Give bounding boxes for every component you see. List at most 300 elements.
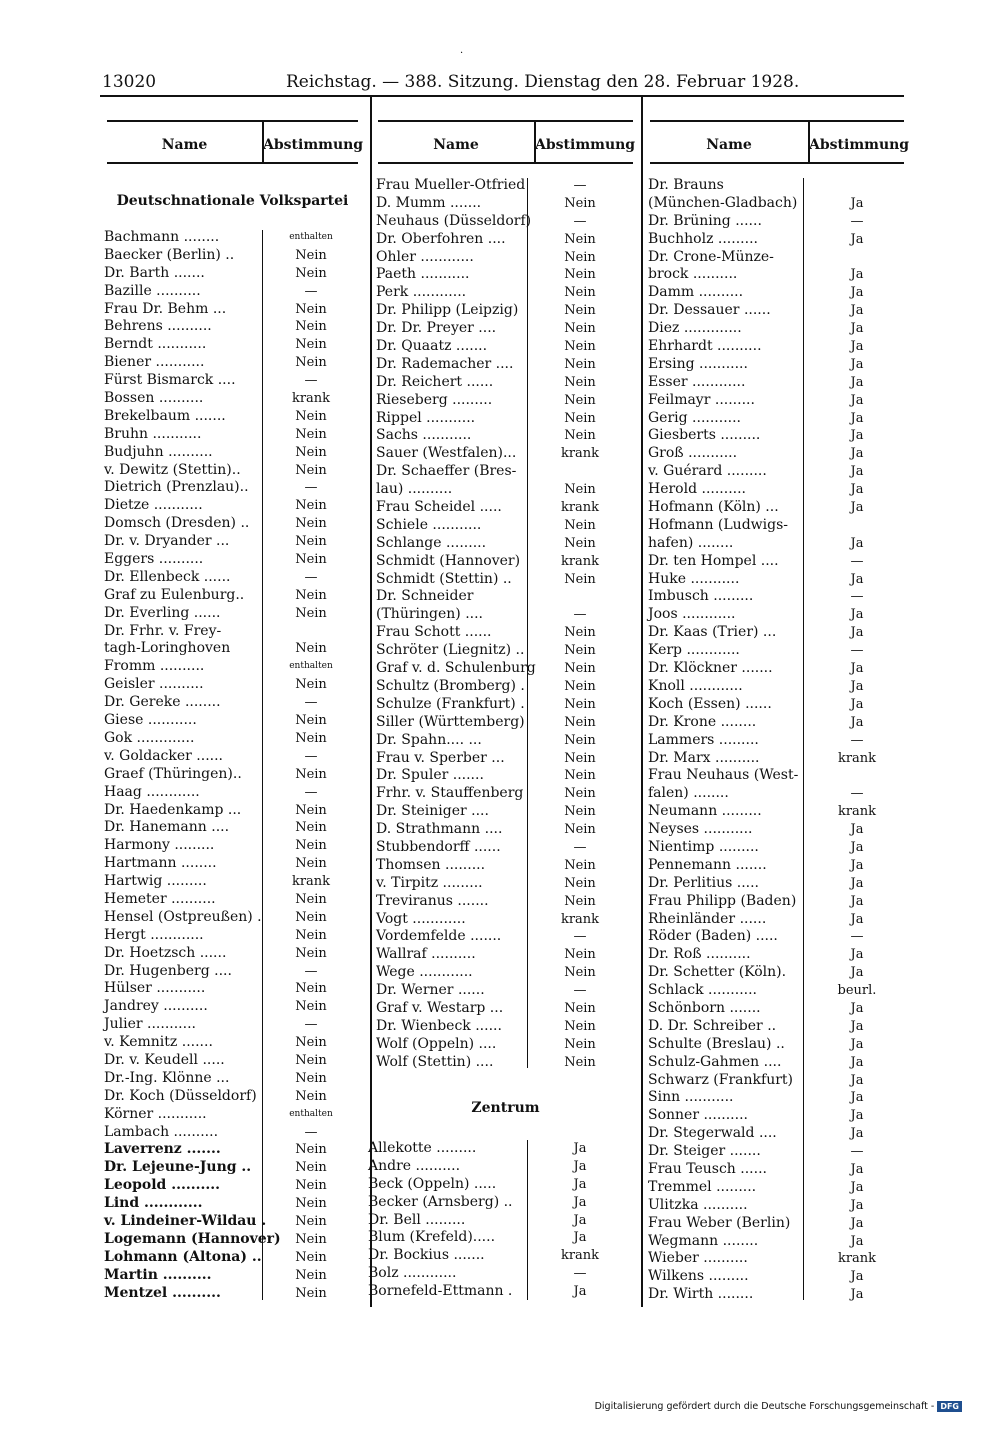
- member-name: Schulz-Gahmen ....: [648, 1053, 782, 1070]
- member-name: Dr. Steiger .......: [648, 1143, 761, 1160]
- vote-value: —: [850, 929, 864, 945]
- table-row: [376, 785, 634, 803]
- member-name: Bossen ..........: [104, 390, 204, 407]
- member-name: Schlange .........: [376, 534, 487, 551]
- member-name: v. Goldacker ......: [104, 747, 223, 764]
- member-name: v. Tirpitz .........: [376, 874, 483, 891]
- member-name: D. Dr. Schreiber ..: [648, 1017, 777, 1034]
- member-name: Graef (Thüringen)..: [104, 765, 242, 782]
- member-name: Dr. Gereke ........: [104, 694, 221, 711]
- vote-value: Ja: [573, 1212, 587, 1228]
- vote-value: Ja: [850, 1108, 864, 1124]
- member-name: Jandrey ..........: [104, 998, 208, 1015]
- member-name: Frau Philipp (Baden): [648, 892, 797, 909]
- member-name: Hensel (Ostpreußen) .: [104, 908, 262, 925]
- table-row: [648, 213, 906, 231]
- vote-value: —: [850, 786, 864, 802]
- member-name: Andre ..........: [368, 1157, 461, 1174]
- member-name: Rippel ...........: [376, 409, 476, 426]
- table-row: [648, 624, 906, 642]
- member-name: tagh-Loringhoven: [104, 640, 231, 657]
- ink-dot: ·: [460, 48, 464, 59]
- vote-value: Ja: [850, 607, 864, 623]
- table-row: [104, 873, 362, 891]
- table-row: [648, 481, 906, 499]
- member-name: Dr. Lejeune-Jung ..: [104, 1159, 252, 1176]
- member-name: Fürst Bismarck ....: [104, 372, 236, 389]
- vote-value: Nein: [295, 1285, 327, 1301]
- vote-value: Nein: [564, 625, 596, 641]
- vote-value: —: [573, 607, 587, 623]
- vote-value: —: [850, 589, 864, 605]
- vote-value: Nein: [564, 893, 596, 909]
- table-row: [376, 213, 634, 231]
- table-row: [104, 1285, 362, 1303]
- vote-value: enthalten: [289, 661, 333, 672]
- table-row: [648, 875, 906, 893]
- member-name: Hemeter ..........: [104, 890, 216, 907]
- table-row: [104, 891, 362, 909]
- table-row: [648, 1268, 906, 1286]
- table-row: [368, 1283, 634, 1301]
- table-row: [376, 928, 634, 946]
- member-name: Röder (Baden) .....: [648, 928, 778, 945]
- vote-value: Ja: [850, 482, 864, 498]
- member-name: Tremmel .........: [648, 1178, 757, 1195]
- vote-value: Ja: [850, 535, 864, 551]
- vote-value: —: [573, 983, 587, 999]
- table-row: [648, 1250, 906, 1268]
- vote-value: Ja: [850, 464, 864, 480]
- member-name: Wolf (Stettin) ....: [376, 1053, 494, 1070]
- vote-value: Nein: [564, 643, 596, 659]
- col3-vote-heading: Abstimmung: [809, 137, 910, 153]
- table-row: [648, 588, 906, 606]
- table-row: [648, 445, 906, 463]
- vote-value: Ja: [850, 678, 864, 694]
- table-row: [104, 462, 362, 480]
- member-name: Dr. Werner ......: [376, 982, 485, 999]
- member-name: Dr. Schetter (Köln).: [648, 964, 787, 981]
- vote-value: Nein: [295, 713, 327, 729]
- member-name: brock ..........: [648, 266, 738, 283]
- table-row: [104, 1267, 362, 1285]
- member-name: Bazille ..........: [104, 282, 201, 299]
- col3-list: [648, 177, 906, 1304]
- member-name: Bruhn ...........: [104, 425, 202, 442]
- member-name: Groß ...........: [648, 445, 738, 462]
- vote-value: Nein: [295, 1231, 327, 1247]
- member-name: Koch (Essen) ......: [648, 695, 772, 712]
- member-name: Hartwig .........: [104, 873, 207, 890]
- vote-value: Nein: [295, 641, 327, 657]
- vote-value: Nein: [295, 1196, 327, 1212]
- table-row: [104, 730, 362, 748]
- vote-value: Ja: [850, 285, 864, 301]
- table-row: [376, 696, 634, 714]
- vote-value: Ja: [573, 1230, 587, 1246]
- member-name: Siller (Württemberg): [376, 713, 525, 730]
- vote-value: Ja: [850, 714, 864, 730]
- member-name: Ulitzka ..........: [648, 1196, 748, 1213]
- vote-value: Nein: [564, 1036, 596, 1052]
- member-name: Joos ............: [648, 606, 736, 623]
- table-row: [376, 911, 634, 929]
- vote-value: —: [850, 732, 864, 748]
- member-name: Frau Weber (Berlin): [648, 1214, 791, 1231]
- vote-value: Nein: [564, 661, 596, 677]
- member-name: Wilkens .........: [648, 1268, 749, 1285]
- section-zentrum: Zentrum: [471, 1100, 540, 1116]
- member-name: Dr. v. Keudell .....: [104, 1051, 225, 1068]
- vote-value: Nein: [295, 265, 327, 281]
- member-name: Dr. Koch (Düsseldorf): [104, 1087, 257, 1104]
- member-name: v. Dewitz (Stettin)..: [104, 461, 241, 478]
- member-name: Harmony .........: [104, 837, 215, 854]
- member-name: Sauer (Westfalen)...: [376, 445, 517, 462]
- vote-value: enthalten: [289, 232, 333, 242]
- vote-value: Nein: [295, 945, 327, 961]
- member-name: Neuhaus (Düsseldorf): [376, 212, 532, 229]
- vote-value: Nein: [295, 802, 327, 818]
- table-row: [376, 392, 634, 410]
- table-row: [648, 571, 906, 589]
- vote-value: Ja: [850, 1161, 864, 1177]
- table-row: [648, 821, 906, 839]
- vote-value: Ja: [850, 822, 864, 838]
- page-number: 13020: [102, 72, 157, 92]
- member-name: Schröter (Liegnitz) ..: [376, 642, 525, 659]
- vote-value: —: [573, 1266, 587, 1282]
- vote-value: Nein: [564, 875, 596, 891]
- table-row: [104, 640, 362, 658]
- table-row: [104, 766, 362, 784]
- vote-value: Ja: [850, 947, 864, 963]
- table-row: [648, 302, 906, 320]
- vote-value: krank: [837, 804, 877, 820]
- table-row: [376, 463, 634, 481]
- member-name: Dr. Spahn.... ...: [376, 731, 482, 748]
- vote-value: krank: [560, 446, 600, 462]
- col2-vote-heading: Abstimmung: [535, 137, 636, 153]
- vote-value: Nein: [564, 732, 596, 748]
- table-row: [376, 606, 634, 624]
- vote-value: Nein: [295, 516, 327, 532]
- vote-value: Ja: [850, 1287, 864, 1303]
- table-row: [376, 249, 634, 267]
- member-name: Dr. Schneider: [376, 588, 474, 605]
- table-row: [104, 1070, 362, 1088]
- table-row: [104, 318, 362, 336]
- member-name: Dr. Wienbeck ......: [376, 1017, 502, 1034]
- vote-value: Ja: [850, 374, 864, 390]
- member-name: Brekelbaum .......: [104, 407, 226, 424]
- table-row: [104, 408, 362, 426]
- table-row: [376, 1018, 634, 1036]
- vote-value: Ja: [850, 1036, 864, 1052]
- vote-value: Nein: [295, 534, 327, 550]
- member-name: Schiele ...........: [376, 516, 482, 533]
- table-row: [648, 463, 906, 481]
- vote-value: Nein: [564, 535, 596, 551]
- table-row: [104, 479, 362, 497]
- vote-value: Nein: [295, 426, 327, 442]
- vote-value: Nein: [295, 820, 327, 836]
- member-name: Neumann .........: [648, 803, 762, 820]
- table-row: [368, 1265, 634, 1283]
- member-name: Knoll ............: [648, 677, 743, 694]
- table-row: [104, 247, 362, 265]
- member-name: Dr. Everling ......: [104, 604, 221, 621]
- vote-value: Ja: [850, 410, 864, 426]
- table-row: [648, 982, 906, 1000]
- member-name: Dr. ten Hompel ....: [648, 552, 779, 569]
- vote-value: Ja: [850, 1018, 864, 1034]
- member-name: Buchholz .........: [648, 230, 758, 247]
- member-name: Lind ............: [104, 1195, 203, 1212]
- table-row: [104, 569, 362, 587]
- member-name: Nientimp .........: [648, 838, 759, 855]
- vote-value: Nein: [564, 822, 596, 838]
- member-name: Frau Schott ......: [376, 624, 492, 641]
- table-row: [104, 301, 362, 319]
- vote-value: Nein: [564, 517, 596, 533]
- vote-value: Ja: [573, 1141, 587, 1156]
- table-row: [368, 1158, 634, 1176]
- table-row: [648, 356, 906, 374]
- vote-value: Ja: [850, 1054, 864, 1070]
- table-row: [376, 964, 634, 982]
- member-name: Mentzel ..........: [104, 1284, 221, 1301]
- table-row: [648, 320, 906, 338]
- col2-name-heading: Name: [433, 137, 479, 153]
- table-row: [376, 374, 634, 392]
- member-name: falen) ........: [648, 785, 729, 802]
- table-row: [376, 588, 634, 606]
- vote-value: Nein: [564, 965, 596, 981]
- member-name: Dr. v. Dryander ...: [104, 533, 230, 550]
- table-row: [648, 785, 906, 803]
- table-row: [104, 855, 362, 873]
- table-row: [376, 177, 634, 195]
- vote-value: krank: [560, 500, 600, 516]
- vote-value: Ja: [850, 1197, 864, 1213]
- col3-name-heading: Name: [706, 137, 752, 153]
- member-name: Neyses ...........: [648, 821, 753, 838]
- table-row: [648, 732, 906, 750]
- vote-value: Nein: [295, 927, 327, 943]
- vote-value: krank: [291, 874, 331, 890]
- member-name: Hergt ............: [104, 926, 204, 943]
- vote-value: Ja: [850, 267, 864, 283]
- table-row: [104, 980, 362, 998]
- table-row: [648, 427, 906, 445]
- table-row: [376, 302, 634, 320]
- table-row: [104, 444, 362, 462]
- vote-value: Nein: [295, 1070, 327, 1086]
- member-name: Wolf (Oppeln) ....: [376, 1035, 497, 1052]
- member-name: Eggers ..........: [104, 551, 204, 568]
- member-name: Graf v. Westarp ...: [376, 999, 504, 1016]
- member-name: Lammers .........: [648, 731, 759, 748]
- vote-value: Nein: [564, 303, 596, 319]
- vote-value: Nein: [564, 678, 596, 694]
- table-row: [104, 1016, 362, 1034]
- member-name: Dr. Dr. Preyer ....: [376, 320, 497, 337]
- table-row: [104, 802, 362, 820]
- vote-value: —: [573, 213, 587, 229]
- vote-value: Nein: [295, 408, 327, 424]
- table-row: [376, 624, 634, 642]
- member-name: Frau Dr. Behm ...: [104, 300, 227, 317]
- table-row: [376, 553, 634, 571]
- table-row: [104, 1177, 362, 1195]
- table-row: [376, 1054, 634, 1072]
- member-name: Dr. Bockius .......: [368, 1247, 485, 1264]
- table-row: [104, 372, 362, 390]
- header-rule: [100, 95, 904, 97]
- member-name: lau) ..........: [376, 481, 453, 498]
- vote-value: Nein: [564, 714, 596, 730]
- member-name: Sonner ..........: [648, 1107, 748, 1124]
- vote-value: Nein: [564, 1054, 596, 1070]
- vote-value: Nein: [564, 857, 596, 873]
- vote-value: Nein: [564, 804, 596, 820]
- vote-value: Ja: [573, 1158, 587, 1174]
- member-name: (München-Gladbach): [648, 194, 798, 211]
- vote-value: Ja: [850, 911, 864, 927]
- table-row: [376, 821, 634, 839]
- table-row: [376, 714, 634, 732]
- vote-value: Ja: [573, 1176, 587, 1192]
- member-name: Pennemann .......: [648, 856, 767, 873]
- table-row: [104, 515, 362, 533]
- section-dnvp: Deutschnationale Volkspartei: [116, 193, 349, 209]
- vote-value: enthalten: [289, 1108, 333, 1119]
- vote-value: Ja: [850, 661, 864, 677]
- vote-value: Ja: [850, 339, 864, 355]
- table-row: [376, 338, 634, 356]
- member-name: hafen) ........: [648, 534, 734, 551]
- table-row: [376, 445, 634, 463]
- vote-value: Nein: [295, 838, 327, 854]
- vote-value: Ja: [850, 1072, 864, 1088]
- member-name: Dr. Brauns: [648, 177, 724, 193]
- table-row: [104, 909, 362, 927]
- table-row: [376, 678, 634, 696]
- member-name: Wieber ..........: [648, 1250, 748, 1267]
- member-name: Dr. Rademacher ....: [376, 355, 514, 372]
- vote-value: Ja: [850, 1215, 864, 1231]
- member-name: Dr. Roß ..........: [648, 946, 751, 963]
- member-name: Gok .............: [104, 729, 195, 746]
- table-row: [368, 1140, 634, 1158]
- table-row: [368, 1229, 634, 1247]
- column-separator-1: [370, 97, 372, 1307]
- table-row: [104, 748, 362, 766]
- table-row: [648, 1000, 906, 1018]
- table-row: [104, 927, 362, 945]
- vote-value: krank: [560, 911, 600, 927]
- vote-value: —: [304, 569, 318, 585]
- table-row: [104, 998, 362, 1016]
- table-row: [648, 911, 906, 929]
- table-row: [648, 195, 906, 213]
- member-name: Frau Teusch ......: [648, 1160, 767, 1177]
- vote-value: Nein: [564, 750, 596, 766]
- vote-value: Ja: [573, 1194, 587, 1210]
- vote-value: Nein: [564, 339, 596, 355]
- member-name: Frau Neuhaus (West-: [648, 767, 799, 784]
- vote-value: Ja: [850, 1126, 864, 1142]
- table-row: [648, 928, 906, 946]
- table-row: [376, 803, 634, 821]
- member-name: Frau Mueller-Otfried: [376, 177, 526, 193]
- table-row: [104, 694, 362, 712]
- vote-value: Ja: [850, 839, 864, 855]
- member-name: Rieseberg .........: [376, 391, 493, 408]
- vote-value: Ja: [850, 857, 864, 873]
- col1-head-rule: [107, 162, 358, 164]
- table-row: [648, 1072, 906, 1090]
- table-row: [376, 642, 634, 660]
- vote-value: Nein: [295, 999, 327, 1015]
- table-row: [104, 819, 362, 837]
- table-row: [648, 499, 906, 517]
- table-row: [104, 1231, 362, 1249]
- table-row: [376, 946, 634, 964]
- vote-value: Ja: [850, 875, 864, 891]
- table-row: [376, 660, 634, 678]
- footer-text: Digitalisierung gefördert durch die Deutsche Forschungsgemeinschaft -: [594, 1401, 935, 1412]
- table-row: [648, 410, 906, 428]
- member-name: (Thüringen) ....: [376, 606, 483, 623]
- col1-vote-heading: Abstimmung: [263, 137, 364, 153]
- table-row: [376, 857, 634, 875]
- member-name: Dr. Hanemann ....: [104, 819, 230, 836]
- vote-value: —: [304, 1124, 318, 1140]
- vote-value: Ja: [850, 231, 864, 247]
- vote-value: Nein: [564, 374, 596, 390]
- member-name: Huke ...........: [648, 570, 740, 587]
- table-row: [368, 1194, 634, 1212]
- member-name: Schlack ...........: [648, 982, 757, 999]
- table-row: [376, 839, 634, 857]
- table-row: [104, 1088, 362, 1106]
- member-name: Ohler ............: [376, 248, 474, 265]
- vote-value: Nein: [295, 605, 327, 621]
- vote-value: Ja: [850, 195, 864, 211]
- member-name: Dr. Frhr. v. Frey-: [104, 622, 222, 639]
- table-row: [104, 1249, 362, 1267]
- table-row: [376, 231, 634, 249]
- member-name: Hofmann (Ludwigs-: [648, 516, 788, 533]
- member-name: Dr. Klöckner .......: [648, 660, 773, 677]
- vote-value: Nein: [564, 231, 596, 247]
- member-name: Fromm ..........: [104, 658, 205, 675]
- vote-value: krank: [560, 1248, 600, 1264]
- member-name: Dietze ...........: [104, 497, 203, 514]
- table-row: [376, 571, 634, 589]
- table-row: [376, 1000, 634, 1018]
- vote-value: Ja: [850, 356, 864, 372]
- vote-value: Nein: [295, 909, 327, 925]
- col2-list-dnvp: [376, 177, 634, 1072]
- vote-value: krank: [837, 1251, 877, 1267]
- member-name: Dr. Marx ..........: [648, 749, 760, 766]
- vote-value: Nein: [564, 195, 596, 211]
- member-name: Dr. Dessauer ......: [648, 302, 771, 319]
